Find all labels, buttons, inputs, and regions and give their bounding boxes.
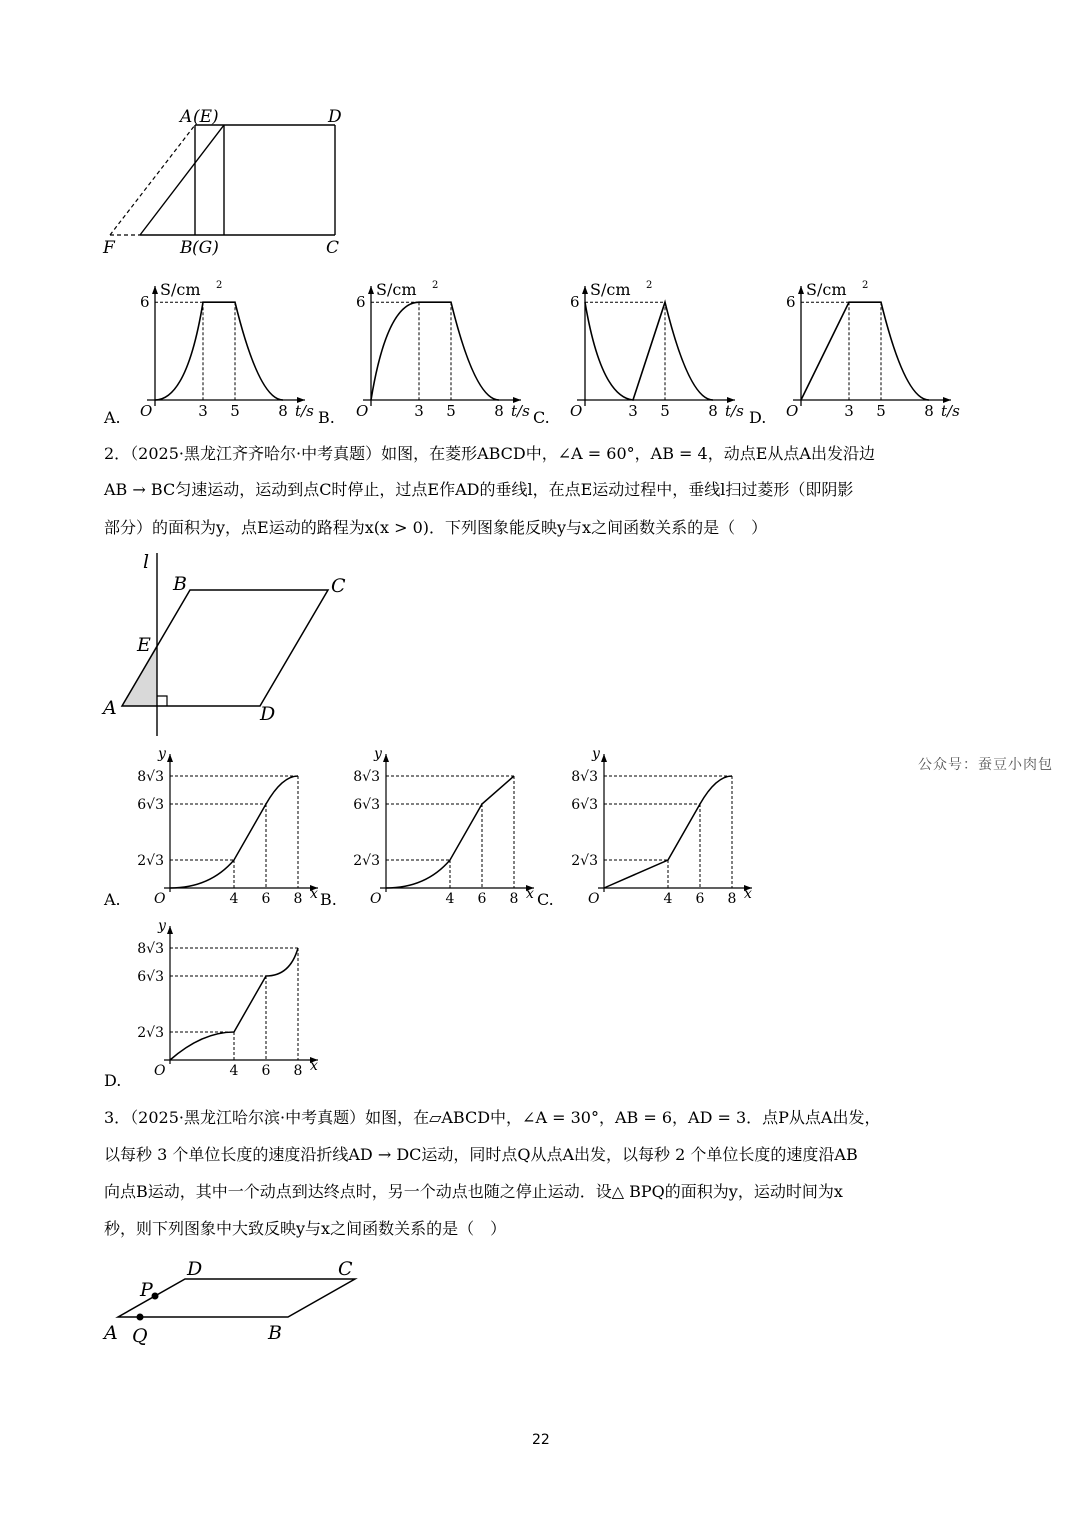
x-tick-5: 5 xyxy=(446,402,456,420)
y-tick-2r3: 2√3 xyxy=(571,853,598,869)
x-tick-6: 6 xyxy=(695,891,705,907)
x-tick-5: 5 xyxy=(876,402,886,420)
graph-curve xyxy=(585,302,713,400)
q2-label-a: A xyxy=(103,697,117,719)
x-tick-6: 6 xyxy=(477,891,487,907)
q2-graph-b xyxy=(316,742,556,912)
y-axis-arrow xyxy=(152,286,158,294)
y-axis-label-sup: 2 xyxy=(432,280,439,291)
q1-label-g: (G) xyxy=(192,238,219,258)
y-axis-arrow xyxy=(167,926,173,934)
y-axis-label: y xyxy=(374,746,382,762)
origin-label: O xyxy=(140,402,153,420)
q2-right-angle-mark xyxy=(157,696,167,706)
q1-option-b-label: B. xyxy=(318,408,335,427)
graph-curve xyxy=(155,302,283,400)
q3-figure xyxy=(100,1250,370,1350)
q3-point-q xyxy=(137,1314,144,1321)
q1-graph-b xyxy=(316,278,536,428)
q3-label-d: D xyxy=(187,1258,203,1280)
x-tick-3: 3 xyxy=(628,402,638,420)
q3-label-q: Q xyxy=(132,1325,148,1347)
y-tick-2r3: 2√3 xyxy=(137,1025,164,1041)
q2-text-line-1: 2．（2025·黑龙江齐齐哈尔·中考真题）如图，在菱形ABCD中，∠A = 60°，AB = 4，动点E从点A出发沿边 xyxy=(104,444,875,463)
q2-option-a-label: A. xyxy=(104,890,121,909)
x-axis-label: x xyxy=(526,886,534,902)
x-tick-8: 8 xyxy=(278,402,288,420)
origin-label: O xyxy=(370,891,382,907)
q3-text-line-2: 以每秒 3 个单位长度的速度沿折线AD → DC运动，同时点Q从点A出发，以每秒 2 个单位长度的速度沿AB xyxy=(104,1145,858,1164)
y-axis-label-sup: 2 xyxy=(862,280,869,291)
page-number: 22 xyxy=(532,1432,550,1448)
x-tick-5: 5 xyxy=(230,402,240,420)
y-tick-8r3: 8√3 xyxy=(353,769,380,785)
q2-option-c-label: C. xyxy=(537,890,554,909)
q1-label-e: (E) xyxy=(193,107,219,127)
y-tick-6r3: 6√3 xyxy=(137,797,164,813)
origin-label: O xyxy=(356,402,369,420)
x-tick-8: 8 xyxy=(708,402,718,420)
q1-graph-a xyxy=(100,278,320,428)
x-tick-6: 6 xyxy=(261,1063,271,1079)
q2-label-l: l xyxy=(143,551,150,573)
y-axis-arrow xyxy=(368,286,374,294)
q2-label-c: C xyxy=(331,575,346,597)
q3-label-b: B xyxy=(268,1322,282,1344)
q3-label-p: P xyxy=(140,1279,153,1301)
q3-text-line-4: 秒，则下列图象中大致反映y与x之间函数关系的是（ ） xyxy=(104,1219,507,1238)
q1-label-d: D xyxy=(328,107,342,127)
origin-label: O xyxy=(154,1063,166,1079)
x-axis-label: t/s xyxy=(295,402,314,420)
y-tick-6r3: 6√3 xyxy=(571,797,598,813)
y-tick-6: 6 xyxy=(570,293,580,312)
y-axis-arrow xyxy=(167,754,173,762)
q1-graph-d xyxy=(746,278,966,428)
x-tick-8: 8 xyxy=(727,891,737,907)
watermark-text: 公众号：蚕豆小肉包 xyxy=(918,757,1053,773)
q1-graph-c xyxy=(530,278,750,428)
q2-figure xyxy=(100,548,360,738)
y-axis-arrow xyxy=(383,754,389,762)
y-axis-label-sup: 2 xyxy=(216,280,223,291)
q3-label-c: C xyxy=(338,1258,353,1280)
y-tick-6: 6 xyxy=(356,293,366,312)
y-axis-label: S/cm xyxy=(376,280,417,299)
q2-label-d: D xyxy=(260,703,276,725)
q2-graph-a xyxy=(100,742,340,912)
y-tick-8r3: 8√3 xyxy=(137,941,164,957)
q3-label-a: A xyxy=(104,1322,118,1344)
x-axis-label: x xyxy=(310,886,318,902)
q1-slant-line xyxy=(140,125,224,235)
q1-label-a: A xyxy=(180,107,193,127)
x-tick-8: 8 xyxy=(509,891,519,907)
q1-option-c-label: C. xyxy=(533,408,550,427)
x-tick-5: 5 xyxy=(660,402,670,420)
x-tick-4: 4 xyxy=(445,891,455,907)
origin-label: O xyxy=(588,891,600,907)
y-axis-label: y xyxy=(592,746,600,762)
q1-label-c: C xyxy=(326,238,340,258)
y-axis-label-sup: 2 xyxy=(646,280,653,291)
q1-option-d-label: D. xyxy=(749,408,767,427)
q2-graph-d xyxy=(100,914,340,1084)
y-tick-8r3: 8√3 xyxy=(571,769,598,785)
x-tick-8: 8 xyxy=(293,891,303,907)
x-tick-8: 8 xyxy=(494,402,504,420)
x-axis-label: x xyxy=(744,886,752,902)
x-tick-8: 8 xyxy=(924,402,934,420)
x-tick-4: 4 xyxy=(229,1063,239,1079)
y-tick-6r3: 6√3 xyxy=(137,969,164,985)
x-axis-label: t/s xyxy=(511,402,530,420)
y-axis-label: S/cm xyxy=(160,280,201,299)
y-tick-6: 6 xyxy=(786,293,796,312)
q2-text-line-2: AB → BC匀速运动，运动到点C时停止，过点E作AD的垂线l，在点E运动过程中，垂线l扫过菱形（即阴影 xyxy=(104,480,854,499)
q1-label-f: F xyxy=(103,238,115,258)
x-tick-3: 3 xyxy=(414,402,424,420)
origin-label: O xyxy=(154,891,166,907)
q1-option-a-label: A. xyxy=(104,408,121,427)
graph-curve xyxy=(371,302,499,400)
y-axis-arrow xyxy=(601,754,607,762)
x-tick-3: 3 xyxy=(844,402,854,420)
y-axis-arrow xyxy=(582,286,588,294)
q1-label-b: B xyxy=(180,238,193,258)
q2-graph-c xyxy=(534,742,774,912)
x-tick-6: 6 xyxy=(261,891,271,907)
q2-option-d-label: D. xyxy=(104,1071,122,1090)
q3-text-line-1: 3．（2025·黑龙江哈尔滨·中考真题）如图，在▱ABCD中，∠A = 30°，AB = 6，AD = 3．点P从点A出发， xyxy=(104,1108,881,1127)
y-tick-2r3: 2√3 xyxy=(353,853,380,869)
x-axis-label: x xyxy=(310,1058,318,1074)
q2-text-line-3: 部分）的面积为y，点E运动的路程为x(x > 0)．下列图象能反映y与x之间函数关系的是（ ） xyxy=(104,518,768,537)
y-axis-arrow xyxy=(798,286,804,294)
y-axis-label: S/cm xyxy=(806,280,847,299)
y-tick-2r3: 2√3 xyxy=(137,853,164,869)
graph-curve xyxy=(801,302,929,400)
y-axis-label: S/cm xyxy=(590,280,631,299)
origin-label: O xyxy=(570,402,583,420)
y-axis-label: y xyxy=(158,746,166,762)
q2-label-b: B xyxy=(173,573,187,595)
y-axis-label: y xyxy=(158,918,166,934)
y-tick-6: 6 xyxy=(140,293,150,312)
x-tick-8: 8 xyxy=(293,1063,303,1079)
x-axis-label: t/s xyxy=(941,402,960,420)
x-tick-3: 3 xyxy=(198,402,208,420)
origin-label: O xyxy=(786,402,799,420)
q1-figure xyxy=(100,100,360,260)
y-tick-6r3: 6√3 xyxy=(353,797,380,813)
q2-label-e: E xyxy=(137,634,151,656)
x-tick-4: 4 xyxy=(663,891,673,907)
q2-option-b-label: B. xyxy=(320,890,337,909)
y-tick-8r3: 8√3 xyxy=(137,769,164,785)
x-tick-4: 4 xyxy=(229,891,239,907)
q3-text-line-3: 向点B运动，其中一个动点到达终点时，另一个动点也随之停止运动．设△ BPQ的面积为y，运动时间为x xyxy=(104,1182,843,1201)
x-axis-label: t/s xyxy=(725,402,744,420)
